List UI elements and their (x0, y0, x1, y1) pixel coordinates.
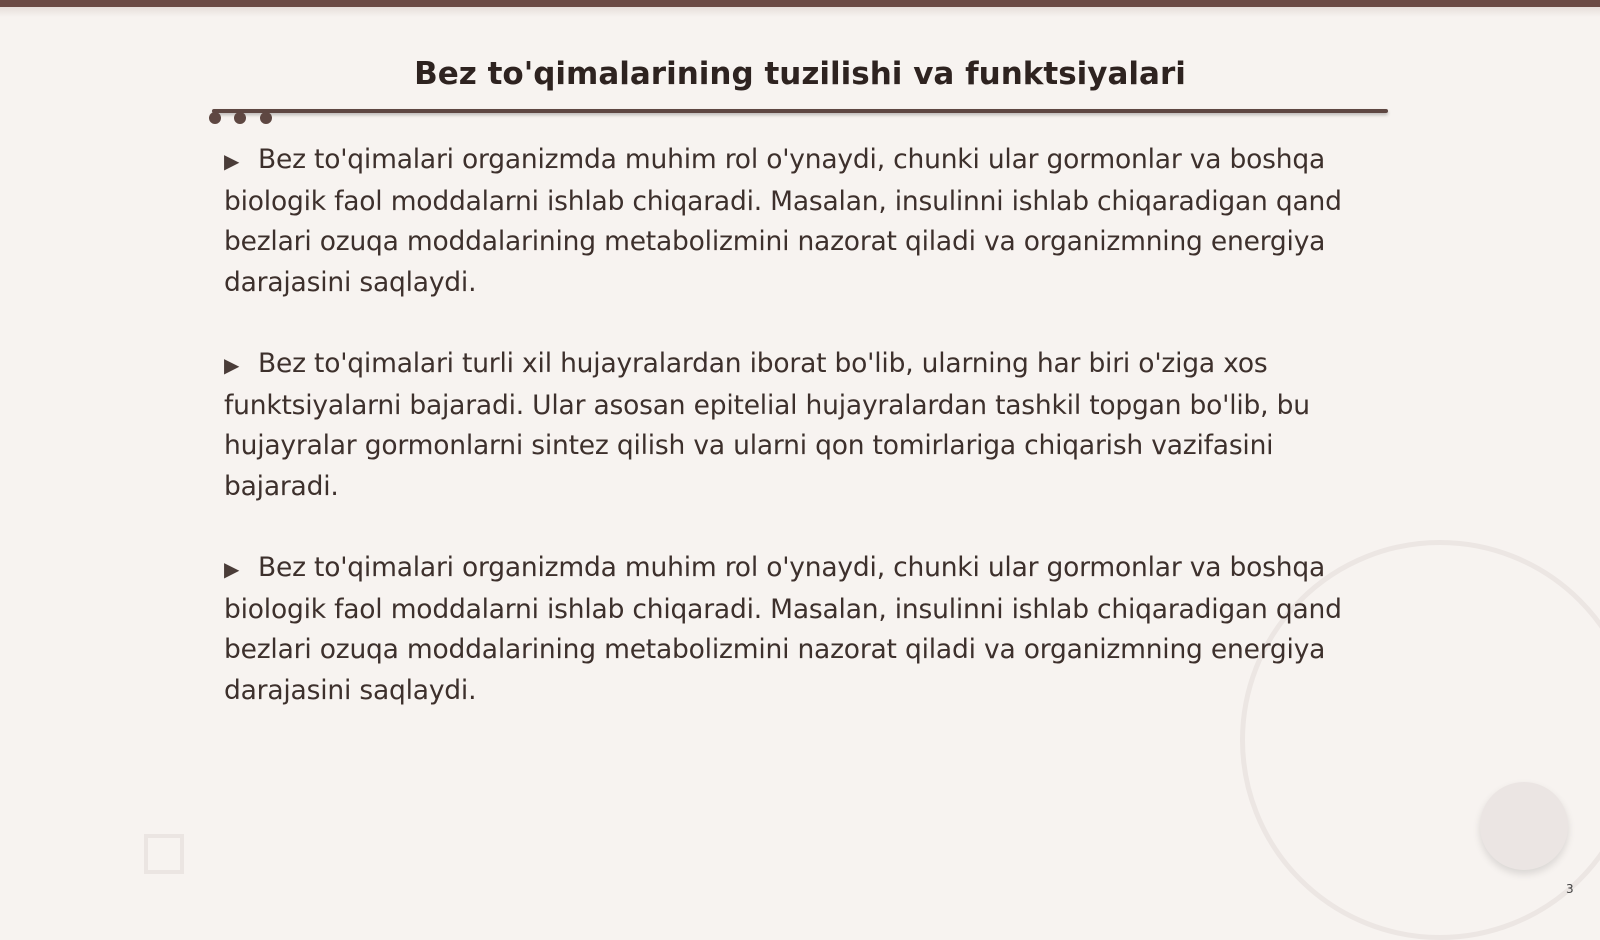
bullet-paragraph (224, 140, 1364, 303)
bullet-arrow-icon: ▶ (224, 353, 240, 377)
slide-body (224, 140, 1364, 752)
top-shadow (0, 7, 1600, 17)
top-accent-bar (0, 0, 1600, 7)
paragraph-text: Bez to'qimalari organizmda muhim rol o'ynaydi, chunki ular gormonlar va boshqa biologik faol moddalarni ishlab chiqaradi. Masalan, insulinni ishlab chiqaradigan qand bezlari ozuqa moddalarining metabolizmini nazorat qiladi va organizmning energiya darajasini saqlaydi. (224, 144, 1342, 298)
paragraph-text: Bez to'qimalari organizmda muhim rol o'ynaydi, chunki ular gormonlar va boshqa biologik faol moddalarni ishlab chiqaradi. Masalan, insulinni ishlab chiqaradigan qand bezlari ozuqa moddalarining metabolizmini nazorat qiladi va organizmning energiya darajasini saqlaydi. (224, 552, 1342, 706)
slide-title: Bez to'qimalarining tuzilishi va funktsiyalari (414, 56, 1186, 92)
title-underline (212, 109, 1388, 113)
bullet-paragraph (224, 548, 1364, 711)
title-dot (209, 112, 221, 124)
paragraph-text: Bez to'qimalari turli xil hujayralardan iborat bo'lib, ularning har biri o'ziga xos funktsiyalarni bajaradi. Ular asosan epitelial hujayralardan tashkil topgan bo'lib, bu hujayralar gormonlarni sintez qilish va ularni qon tomirlariga chiqarish vazifasini bajaradi. (224, 348, 1310, 502)
bullet-arrow-icon: ▶ (224, 557, 240, 581)
page-number: 3 (1566, 882, 1574, 896)
decorative-square (144, 834, 184, 874)
bullet-paragraph (224, 344, 1364, 507)
title-dot (260, 112, 272, 124)
bullet-arrow-icon: ▶ (224, 149, 240, 173)
title-dot (234, 112, 246, 124)
decorative-sphere (1480, 782, 1568, 870)
